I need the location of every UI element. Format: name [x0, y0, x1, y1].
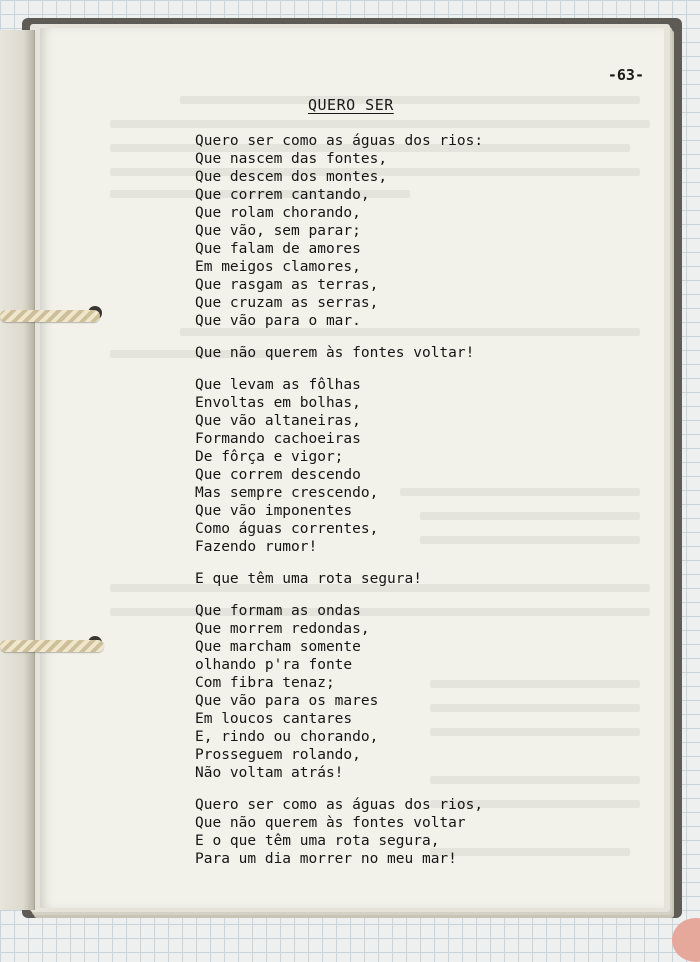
poem-line: Que marcham somente — [195, 639, 361, 655]
poem-line: Que vão altaneiras, — [195, 413, 361, 429]
stanza — [195, 796, 635, 868]
poem-line: Que vão, sem parar; — [195, 223, 361, 239]
poem-line: Que correm cantando, — [195, 187, 370, 203]
poem-line: Fazendo rumor! — [195, 539, 318, 555]
typewritten-page — [40, 28, 664, 908]
poem-title: QUERO SER — [308, 96, 394, 114]
poem-line: Não voltam atrás! — [195, 765, 344, 781]
poem-line: E o que têm uma rota segura, — [195, 833, 440, 849]
poem-line: Que falam de amores — [195, 241, 361, 257]
poem-line: Em loucos cantares — [195, 711, 353, 727]
show-through-text — [110, 120, 650, 128]
poem-line: Com fibra tenaz; — [195, 675, 335, 691]
poem-line: Formando cachoeiras — [195, 431, 361, 447]
poem-line: Como águas correntes, — [195, 521, 379, 537]
poem-line: Que vão para o mar. — [195, 313, 361, 329]
poem-line: Para um dia morrer no meu mar! — [195, 851, 457, 867]
poem-line: Que nascem das fontes, — [195, 151, 388, 167]
stanza — [195, 132, 635, 330]
poem-line: Que vão para os mares — [195, 693, 379, 709]
stanza — [195, 570, 635, 588]
poem-line: Quero ser como as águas dos rios, — [195, 797, 484, 813]
poem-line: Em meigos clamores, — [195, 259, 361, 275]
poem-line: Que não querem às fontes voltar — [195, 815, 466, 831]
page-number: -63- — [607, 66, 644, 84]
finger-tip — [672, 918, 700, 962]
binding-string — [0, 640, 104, 652]
poem-line: De fôrça e vigor; — [195, 449, 344, 465]
poem-line: Prosseguem rolando, — [195, 747, 361, 763]
poem-line: Que descem dos montes, — [195, 169, 388, 185]
show-through-text — [180, 96, 640, 104]
poem-line: Que levam as fôlhas — [195, 377, 361, 393]
previous-page-edge — [0, 30, 35, 910]
stanza — [195, 344, 635, 362]
poem-line: Que rasgam as terras, — [195, 277, 379, 293]
poem-line: E que têm uma rota segura! — [195, 571, 422, 587]
stanza — [195, 376, 635, 556]
poem-body — [195, 132, 635, 882]
poem-line: Que cruzam as serras, — [195, 295, 379, 311]
poem-line: Que correm descendo — [195, 467, 361, 483]
binding-string — [0, 310, 100, 322]
poem-line: Que morrem redondas, — [195, 621, 370, 637]
poem-line: Que formam as ondas — [195, 603, 361, 619]
poem-line: Que rolam chorando, — [195, 205, 361, 221]
poem-line: Envoltas em bolhas, — [195, 395, 361, 411]
poem-line: Que vão imponentes — [195, 503, 353, 519]
stanza — [195, 602, 635, 782]
poem-line: olhando p'ra fonte — [195, 657, 353, 673]
poem-line: E, rindo ou chorando, — [195, 729, 379, 745]
poem-line: Mas sempre crescendo, — [195, 485, 379, 501]
poem-line: Quero ser como as águas dos rios: — [195, 133, 484, 149]
poem-line: Que não querem às fontes voltar! — [195, 345, 475, 361]
